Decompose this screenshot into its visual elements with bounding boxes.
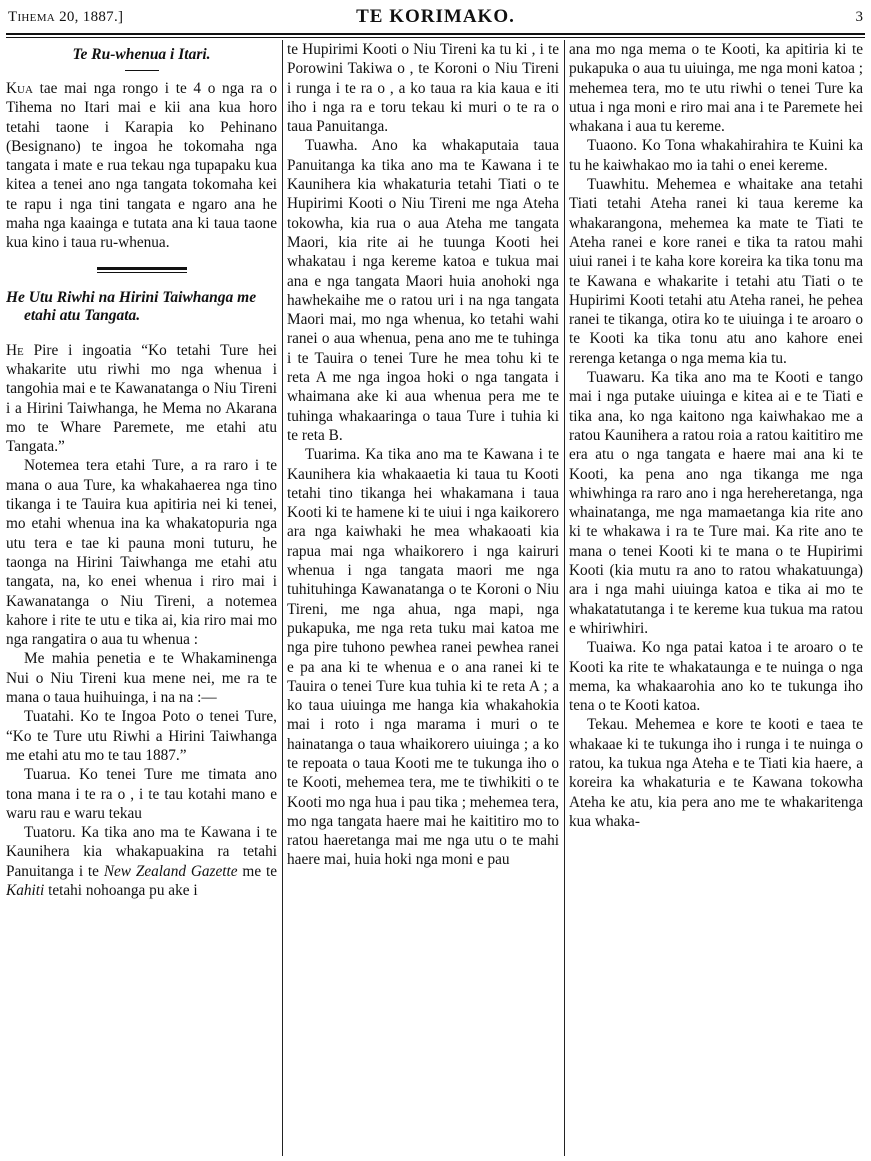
- bill-intro: [6, 341, 277, 457]
- body-text: Pire i ingoatia “Ko tetahi Ture hei whakarite utu riwhi mo nga whenua i tangohia mai e te Kawanatanga o Niu Tireni i a Hirini Taiwhanga, he Mema no Akarana mo te Whare Paremete, me etahi atu Tangata.”: [6, 341, 277, 456]
- page-number: 3: [855, 8, 863, 25]
- article-title-compensation: He Utu Riwhi na Hirini Taiwhanga me etahi atu Tangata.: [6, 288, 257, 324]
- paragraph-me-mahia: Me mahia penetia e te Whakaminenga Nui o Niu Tireni kua mene nei, me ra te mana o taua huihuinga, i na na :—: [6, 650, 277, 707]
- column-2: [287, 40, 559, 1158]
- column-divider-1: [282, 40, 283, 1156]
- drop-word: Kua: [6, 80, 33, 97]
- paragraph-tuatahi: Tuatahi. Ko te Ingoa Poto o tenei Ture, “Ko te Ture utu Riwhi a Hirini Taiwhanga me etahi atu mo te tau 1887.”: [6, 708, 277, 764]
- paragraph-continued: te Hupirimi Kooti o Niu Tireni ka tu ki , i te Porowini Takiwa o , te Koroni o Niu Tireni i runga i te ra o , a ko taua ra kia kaua e iti iho i nga ra e toru tekau ki muri o te ra o taua Panuitanga.: [287, 41, 559, 136]
- column-3: [569, 40, 863, 1158]
- header-date: Tihema 20, 1887.]: [8, 8, 124, 25]
- paragraph-tekau: Tekau. Mehemea e kore te kooti e taea te whakaae ki te tukunga iho i runga i te nuinga o ratou, ka tukua nga Ateha e te Tiati kia haere, a koreira ka whakaturia e te Kawana tokowha Ateha ke atu, kia pera ano me te whakaritenga kua whaka-: [569, 716, 863, 830]
- drop-word: He: [6, 341, 24, 359]
- body-text: Tuatoru. Ka tika ano ma te Kawana i te Kaunihera kia whakapuakina ra tetahi Panuitanga i te: [6, 824, 277, 880]
- paragraph-tuaono: Tuaono. Ko Tona whakahirahira te Kuini ka tu he kaiwhakao mo ia tahi o enei kereme.: [569, 137, 863, 174]
- page-header: [8, 4, 863, 30]
- column-divider-2: [564, 40, 565, 1156]
- header-rule: [6, 33, 865, 35]
- article-body-earthquake: [6, 79, 277, 253]
- body-text: tae mai nga rongo i te 4 o nga ra o Tihema no Itari mai e kii ana kua horo tetahi taone i Karapia ko Pehinano (Besignano) te ingoa he tokomaha nga tangata i mate e rua tekau nga tupapaku kua kitea a tenei ano nga tangata tokomaha kei te rapu i nga tini tangata e ngaro ana he maha nga kaainga e tutata ana ki taua taone kua kino i taua ru-whenua.: [6, 80, 277, 252]
- kahiti-name: Kahiti: [6, 881, 45, 899]
- paragraph-tuatoru: [6, 823, 277, 900]
- paragraph-tuaiwa: Tuaiwa. Ko nga patai katoa i te aroaro o te Kooti ka rite te whakataunga e te nuinga o nga mema, ka whakaarohia ano ko te tukunga iho tena o te Kooti katoa.: [569, 639, 863, 715]
- title-rule: [125, 70, 159, 71]
- section-divider: [97, 267, 187, 273]
- paragraph-notemea: Notemea tera etahi Ture, a ra raro i te mana o aua Ture, ka whakahaerea nga tino tikanga i te Tauira kua apitiria nei ki tenei, mo etahi whenua ina ka whakatopuria nga utu tera e tae ki pauna moni tuturu, he taonga na Hirini Taiwhanga me etahi atu tangata, na, ko enei whenua i riro mai i Kawanatanga o Niu Tireni, a notemea kahore i rite te utu e tika ai, kia riro mai mo nga rangatira o aua tu whenua :: [6, 457, 277, 649]
- header-rule-thin: [6, 37, 865, 38]
- newspaper-title: TE KORIMAKO.: [356, 6, 515, 27]
- paragraph-tuarua: Tuarua. Ko tenei Ture me timata ano tona mana i te ra o , i te tau kotahi mano e waru rau e waru tekau: [6, 766, 277, 822]
- paragraph-continued: ana mo nga mema o te Kooti, ka apitiria ki te pukapuka o aua tu uiuinga, me nga moni katoa ; mehemea tera, mo te utu riwhi o tenei Ture ka utua i nga moni e riro mai ana i te Paremete hei whakana i aua tu kereme.: [569, 41, 863, 136]
- paragraph-tuawha: Tuawha. Ano ka whakaputaia taua Panuitanga ka tika ano ma te Kawana i te Kaunihera kia whakaturia tetahi Tiati o te Hupirimi Kooti o Niu Tireni me nga Ateha tokowha, kia rua o aua Ateha me tangata Maori, kia rite ai he tuunga Kooti hei whakatau i nga kereme katoa e tukua mai ana e nga tangata Maori huia anohoki nga hawhekaihe me o ratou uri i na nga tangata Maori mai, mo nga whenua, ko tetahi wahi ranei o aua whenua, pena ano me te tuhinga i te Tauira o tenei Ture he mea tohu ki te reta A me nga ingoa hoki o nga tangata i whaimana ake ki aua whenua pera me te tuhinga whakaaringa o taua Ture i tuhia ki te reta B.: [287, 137, 559, 444]
- body-text: me te: [237, 862, 277, 880]
- paragraph-tuarima: Tuarima. Ka tika ano ma te Kawana i te Kaunihera kia whakaaetia ki taua tu Kooti tetahi tino tikanga hei whakamana i taua Kooti ki te hamene ki te uiui i nga kaikorero ara nga kaiwhaki he mea whakaoati kia rapua mai nga whaikorero i nga kairuri whenua i nga tangata maori me nga tuhituhinga Kawanatanga o te Koroni o Niu Tireni, me nga ahua, nga mapi, nga pukapuka, me nga reta tuku mai katoa me nga pire tuhono pewhea ranei pewhea ranei e pa ana ki te whenua e o ana ranei ki te Tauira o tenei Ture kua tuhia ki te reta A ; a ko taua uiuinga me hanga kia whakahokia mai i roto i nga marama i muri o te hainatanga o taua whaikorero uiuinga ; a ko te repoata o taua Kooti me te tukunga iho o te Kooti, mehemea tera, me te tiwhikiti o te Kooti mo nga hua i pau tika ; mehemea tera, mo nga tangata haere mai he kaititiro mo to ratou haeretanga mai me nga utu o te mahi haere mai, huia hoki nga moni e pau: [287, 446, 559, 869]
- column-1: [6, 40, 277, 1158]
- paragraph-tuawaru: Tuawaru. Ka tika ano ma te Kooti e tango mai i nga putake uiuinga e kitea ai e te Tiati e tika ana, ko nga kaitono nga kaiwhakao me a ratou Kaunihera a ratou roia a ratou kaititiro me era atu o nga tangata e haere mai ana ki te Kooti, ka pena ano nga tikanga me nga whiwhinga ra raro ano i nga hereheretanga, nga whainatanga, me nga mamaetanga kia rite ano ki te whakawa i ra te Ture mai. Ka rite ano te mana o tenei Kooti ki te mana o te Hupirimi Kooti (kia mutu ra ano to ratou whakatuunga) ara i nga mahi uiuinga katoa e tika ai mo te whakatatutanga i te kereme kua tukua ma ratou e whiriwhiri.: [569, 369, 863, 637]
- body-text: tetahi nohoanga pu ake i: [44, 881, 198, 899]
- article-title-earthquake: Te Ru-whenua i Itari.: [72, 46, 211, 63]
- gazette-name: New Zealand Gazette: [103, 862, 238, 880]
- paragraph-tuawhitu: Tuawhitu. Mehemea e whaitake ana tetahi Tiati tetahi Ateha ranei ki taua kereme ka whakarangona, mehemea ka mate te Tiati te Ateha ranei e kore ranei e tika ta ratou mahi uiui ranei i te kaha kore koreira ka tika tonu ma te Kawana e whakarite i tetahi atu Tiati o te Hupirimi Kooti tetahi atu Ateha ranei, he pehea ranei te tikanga, otira ko te uiuinga i te aroaro o te Kooti ka tika tonu atu ano kahore enei rerenga ketanga o nga mema kia tu.: [569, 176, 863, 367]
